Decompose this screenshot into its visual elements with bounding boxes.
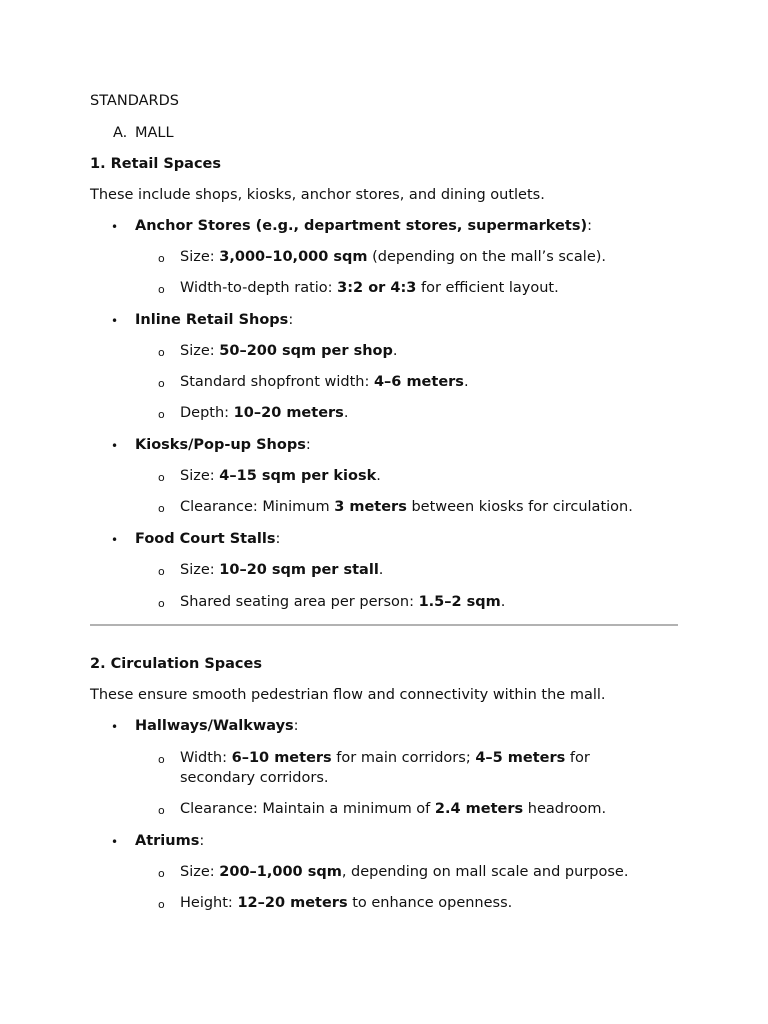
bullet: • xyxy=(111,835,119,849)
sub-bullet: o xyxy=(158,804,165,817)
inline-depth: Depth: 10–20 meters. xyxy=(180,405,349,421)
horizontal-divider xyxy=(90,624,678,626)
sub-bullet: o xyxy=(158,565,165,578)
hallways-item: Hallways/Walkways: xyxy=(135,718,299,734)
bullet: • xyxy=(111,314,119,328)
hallway-width: Width: 6–10 meters for main corridors; 4–5 meters for xyxy=(180,750,590,766)
bullet: • xyxy=(111,533,119,547)
anchor-stores-item: Anchor Stores (e.g., department stores, supermarkets): xyxy=(135,218,592,234)
hallway-clearance: Clearance: Maintain a minimum of 2.4 meters headroom. xyxy=(180,801,607,817)
section-a-marker: A. xyxy=(113,125,128,141)
sub-bullet: o xyxy=(158,753,165,766)
sub-bullet: o xyxy=(158,471,165,484)
kiosk-clearance: Clearance: Minimum 3 meters between kiosks for circulation. xyxy=(180,499,633,515)
inline-size: Size: 50–200 sqm per shop. xyxy=(180,343,398,359)
retail-intro: These include shops, kiosks, anchor stores, and dining outlets. xyxy=(90,187,545,203)
section-a-label: MALL xyxy=(135,125,174,141)
sub-bullet: o xyxy=(158,346,165,359)
sub-bullet: o xyxy=(158,898,165,911)
sub-bullet: o xyxy=(158,502,165,515)
inline-shops-item: Inline Retail Shops: xyxy=(135,312,294,328)
atrium-size: Size: 200–1,000 sqm, depending on mall scale and purpose. xyxy=(180,864,629,880)
sub-bullet: o xyxy=(158,283,165,296)
standards-heading: STANDARDS xyxy=(90,93,179,109)
food-court-item: Food Court Stalls: xyxy=(135,531,281,547)
sub-bullet: o xyxy=(158,867,165,880)
sub-bullet: o xyxy=(158,408,165,421)
hallway-width-continued: secondary corridors. xyxy=(180,770,329,786)
bullet: • xyxy=(111,439,119,453)
kiosk-size: Size: 4–15 sqm per kiosk. xyxy=(180,468,381,484)
kiosks-item: Kiosks/Pop-up Shops: xyxy=(135,437,311,453)
sub-bullet: o xyxy=(158,252,165,265)
inline-width: Standard shopfront width: 4–6 meters. xyxy=(180,374,469,390)
atriums-item: Atriums: xyxy=(135,833,205,849)
atrium-height: Height: 12–20 meters to enhance openness. xyxy=(180,895,513,911)
bullet: • xyxy=(111,720,119,734)
sub-bullet: o xyxy=(158,377,165,390)
circulation-title: 2. Circulation Spaces xyxy=(90,656,262,672)
anchor-ratio: Width-to-depth ratio: 3:2 or 4:3 for efficient layout. xyxy=(180,280,559,296)
food-size: Size: 10–20 sqm per stall. xyxy=(180,562,384,578)
sub-bullet: o xyxy=(158,597,165,610)
circulation-intro: These ensure smooth pedestrian flow and connectivity within the mall. xyxy=(90,687,606,703)
food-seating: Shared seating area per person: 1.5–2 sqm. xyxy=(180,594,506,610)
bullet: • xyxy=(111,220,119,234)
retail-title: 1. Retail Spaces xyxy=(90,156,222,172)
anchor-size: Size: 3,000–10,000 sqm (depending on the mall’s scale). xyxy=(180,249,607,265)
